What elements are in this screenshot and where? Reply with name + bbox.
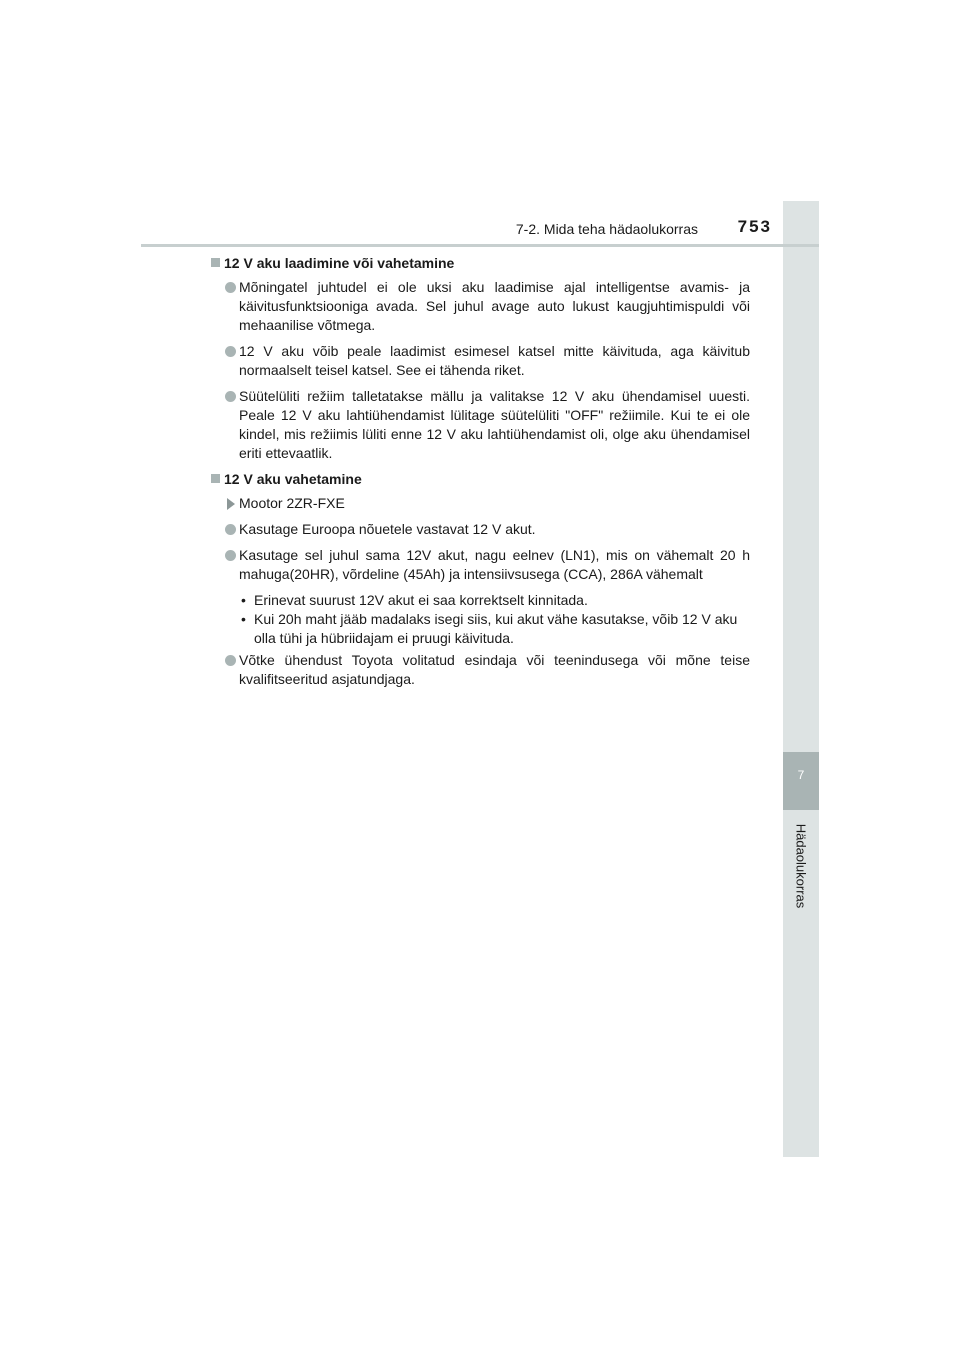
list-item-text: Kasutage sel juhul sama 12V akut, nagu eelnev (LN1), mis on vähemalt 20 h mahuga(20HR), võrdeline (45Ah) ja intensiivsusega (CCA), 286A vähemalt bbox=[239, 547, 750, 582]
small-bullet-icon: • bbox=[241, 611, 246, 627]
page-number: 753 bbox=[737, 217, 772, 236]
section-heading bbox=[210, 254, 750, 273]
chapter-number: 7 bbox=[797, 768, 805, 782]
list-item bbox=[210, 342, 750, 380]
sub-list-item-text: Erinevat suurust 12V akut ei saa korrektselt kinnitada. bbox=[254, 592, 588, 608]
sub-list-item bbox=[210, 591, 750, 610]
sub-list-item bbox=[210, 610, 750, 648]
list-item bbox=[210, 278, 750, 335]
small-bullet-icon: • bbox=[241, 592, 246, 608]
circle-bullet-icon bbox=[225, 524, 236, 535]
list-item-text: Kasutage Euroopa nõuetele vastavat 12 V akut. bbox=[239, 521, 536, 537]
list-item-text: Mõningatel juhtudel ei ole uksi aku laadimise ajal intelligentse avamis- ja käivitusfunktsiooniga avada. Sel juhul avage auto lukust kaugjuhtimispuldi või mehaanilise võtmega. bbox=[239, 279, 750, 333]
list-item-text: Süütelüliti režiim talletatakse mällu ja valitakse 12 V aku ühendamisel uuesti. Peale 12 V aku lahtiühendamist lülitage süütelüliti "OFF" režiimile. Kui te ei ole kindel, mis režiimis lüliti enne 12 V aku lahtiühendamist oli, olge aku ühendamisel eriti ettevaatlik. bbox=[239, 388, 750, 461]
header-section-title: 7-2. Mida teha hädaolukorras bbox=[515, 221, 698, 237]
section-heading-text: 12 V aku vahetamine bbox=[224, 471, 362, 487]
square-bullet-icon bbox=[211, 474, 220, 483]
section-heading bbox=[210, 470, 750, 489]
engine-label bbox=[210, 494, 750, 513]
chapter-title-text: Hädaolukorras bbox=[793, 823, 809, 909]
list-item bbox=[210, 546, 750, 584]
list-item bbox=[210, 520, 750, 539]
circle-bullet-icon bbox=[225, 391, 236, 402]
side-strip bbox=[783, 201, 819, 1157]
list-item bbox=[210, 651, 750, 689]
circle-bullet-icon bbox=[225, 282, 236, 293]
square-bullet-icon bbox=[211, 258, 220, 267]
page-content bbox=[210, 254, 750, 696]
sub-list-item-text: Kui 20h maht jääb madalaks isegi siis, kui akut vähe kasutakse, võib 12 V aku olla tühi ja hübriidajam ei pruugi käivituda. bbox=[254, 611, 738, 646]
circle-bullet-icon bbox=[225, 655, 236, 666]
list-item-text: 12 V aku võib peale laadimist esimesel katsel mitte käivituda, aga käivitub normaalselt teisel katsel. See ei tähenda riket. bbox=[239, 343, 750, 378]
triangle-pointer-icon bbox=[227, 498, 235, 510]
engine-label-text: Mootor 2ZR-FXE bbox=[239, 495, 345, 511]
list-item bbox=[210, 387, 750, 463]
circle-bullet-icon bbox=[225, 346, 236, 357]
circle-bullet-icon bbox=[225, 550, 236, 561]
header-rule bbox=[141, 244, 819, 247]
list-item-text: Võtke ühendust Toyota volitatud esindaja või teenindusega või mõne teise kvalifitseeritud asjatundjaga. bbox=[239, 652, 750, 687]
section-heading-text: 12 V aku laadimine või vahetamine bbox=[224, 255, 455, 271]
